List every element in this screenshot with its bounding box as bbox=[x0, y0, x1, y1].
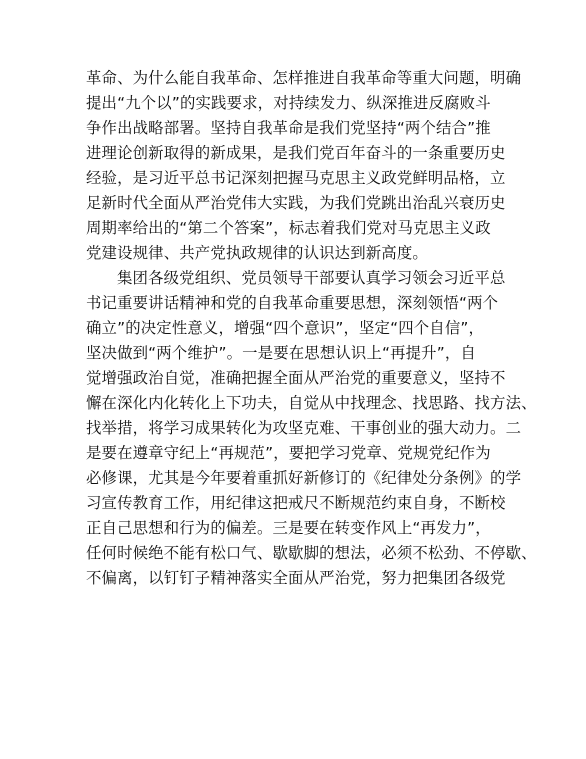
paragraph-line: 坚决做到“两个维护”。一是要在思想认识上“再提升”，自 bbox=[86, 344, 476, 362]
paragraph-line: 书记重要讲话精神和党的自我革命重要思想，深刻领悟“两个 bbox=[86, 294, 499, 312]
paragraph-line: 习宣传教育工作，用纪律这把戒尺不断规范约束自身，不断校 bbox=[86, 494, 506, 512]
paragraph-line: 正自己思想和行为的偏差。三是要在转变作风上“再发力”， bbox=[86, 519, 491, 537]
paragraph-line: 确立”的决定性意义，增强“四个意识”，坚定“四个自信”， bbox=[86, 319, 485, 337]
paragraph-1 bbox=[86, 66, 522, 266]
paragraph-line: 不偏离，以钉钉子精神落实全面从严治党，努力把集团各级党 bbox=[86, 569, 506, 587]
paragraph-line: 进理论创新取得的新成果，是我们党百年奋斗的一条重要历史 bbox=[86, 144, 506, 162]
paragraph-line: 党建设规律、共产党执政规律的认识达到新高度。 bbox=[86, 244, 428, 262]
paragraph-line: 集团各级党组织、党员领导干部要认真学习领会习近平总 bbox=[117, 269, 506, 287]
paragraph-line: 懈在深化内化转化上下功夫，自觉从中找理念、找思路、找方法、 bbox=[86, 394, 537, 412]
paragraph-line: 找举措，将学习成果转化为攻坚克难、干事创业的强大动力。二 bbox=[86, 419, 522, 437]
paragraph-line: 任何时候绝不能有松口气、歇歇脚的想法，必须不松劲、不停歇、 bbox=[86, 544, 537, 562]
paragraph-line: 足新时代全面从严治党伟大实践，为我们党跳出治乱兴衰历史 bbox=[86, 194, 506, 212]
paragraph-line: 必修课，尤其是今年要着重抓好新修订的《纪律处分条例》的学 bbox=[86, 469, 522, 487]
paragraph-line: 经验，是习近平总书记深刻把握马克思主义政党鲜明品格，立 bbox=[86, 169, 506, 187]
paragraph-line: 觉增强政治自觉，准确把握全面从严治党的重要意义，坚持不 bbox=[86, 369, 506, 387]
paragraph-line: 提出“九个以”的实践要求，对持续发力、纵深推进反腐败斗 bbox=[86, 94, 491, 112]
paragraph-2 bbox=[86, 266, 537, 591]
paragraph-line: 是要在遵章守纪上“再规范”，要把学习党章、党规党纪作为 bbox=[86, 444, 491, 462]
paragraph-line: 革命、为什么能自我革命、怎样推进自我革命等重大问题，明确 bbox=[86, 69, 522, 87]
paragraph-line: 周期率给出的“第二个答案”，标志着我们党对马克思主义政 bbox=[86, 219, 491, 237]
paragraph-line: 争作出战略部署。坚持自我革命是我们党坚持“两个结合”推 bbox=[86, 119, 491, 137]
